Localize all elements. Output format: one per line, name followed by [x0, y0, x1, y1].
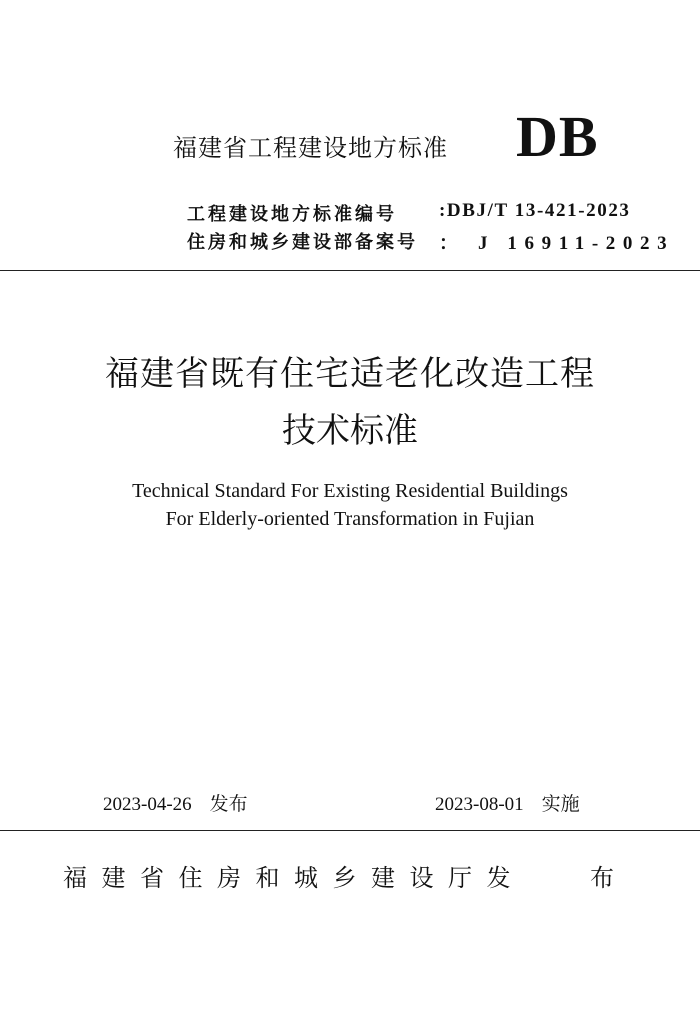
issuer-verb: 布	[590, 864, 614, 892]
chinese-title-line-1: 福建省既有住宅适老化改造工程	[105, 354, 595, 394]
record-number-row	[187, 228, 675, 254]
issuer-name: 福建省住房和城乡建设厅发	[63, 864, 525, 892]
implementation-date-row	[435, 789, 580, 816]
issue-date-row	[103, 789, 248, 816]
implementation-word: 实施	[541, 793, 580, 815]
standard-number-value: :DBJ/T 13-421-2023	[439, 200, 631, 221]
implementation-date: 2023-08-01	[435, 794, 524, 815]
chinese-title-line-2: 技术标准	[282, 411, 418, 451]
issue-word: 发布	[209, 793, 248, 815]
standard-category-title: 福建省工程建设地方标准	[173, 134, 448, 162]
db-mark: DB	[516, 104, 599, 169]
english-title-line-1: Technical Standard For Existing Residential Buildings	[132, 480, 568, 502]
top-divider	[0, 270, 700, 271]
english-title-line-2: For Elderly-oriented Transformation in Fujian	[165, 508, 535, 530]
standard-number-row	[187, 200, 631, 226]
record-number-value: ： J 16911-2023	[439, 233, 675, 254]
record-number-label: 住房和城乡建设部备案号	[187, 232, 418, 253]
bottom-divider	[0, 830, 700, 831]
issue-date: 2023-04-26	[103, 794, 192, 815]
standard-number-label: 工程建设地方标准编号	[187, 204, 397, 225]
